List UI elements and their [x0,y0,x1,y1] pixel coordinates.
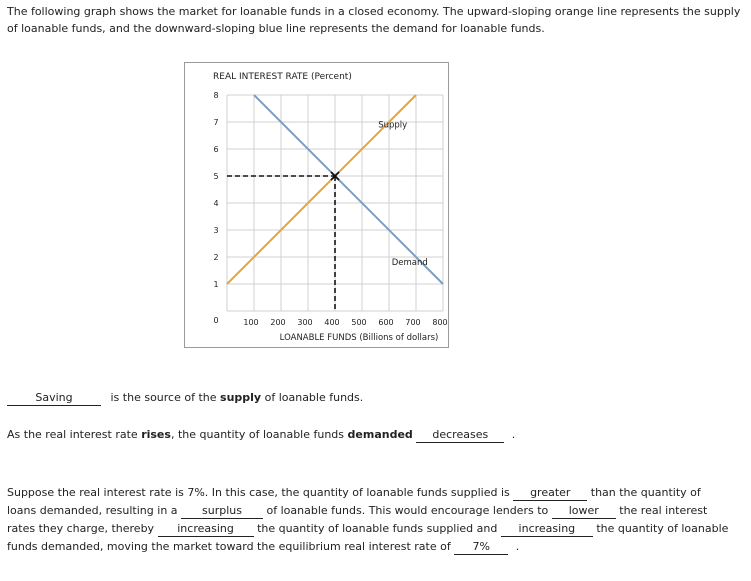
question-3-line-4 [7,538,519,556]
loanable-funds-chart [185,63,448,347]
q2-text1: As the real interest rate [7,428,138,441]
question-3-line-2 [7,502,707,520]
y-tick-label: 8 [213,91,219,100]
demand-label: Demand [391,258,428,269]
q3-l2-b: of loanable funds. This would encourage lenders to [266,504,549,517]
y-tick-label: 5 [213,172,219,181]
q2-bold2: demanded [347,428,413,441]
q3-l1-b: than the quantity of [590,486,701,499]
increasing-demanded-dropdown[interactable]: increasing [501,521,593,537]
q1-text-after: of loanable funds. [264,391,364,404]
q1-bold: supply [220,391,262,404]
q2-bold1: rises [141,428,171,441]
q3-end: . [515,540,520,553]
y-tick-label: 1 [213,280,219,289]
question-3-line-1 [7,484,701,502]
q1-text-before: is the source of the [110,391,217,404]
q3-l2-a: loans demanded, resulting in a [7,504,178,517]
question-2 [7,426,515,444]
y-tick-label: 0 [213,316,219,325]
q3-l2-c: the real interest [619,504,708,517]
x-tick-label: 600 [378,318,394,327]
x-tick-label: 200 [270,318,286,327]
x-tick-label: 500 [351,318,367,327]
q2-end: . [511,428,516,441]
decreases-dropdown[interactable]: decreases [416,427,504,443]
q3-l4-a: funds demanded, moving the market toward the equilibrium real interest rate of [7,540,451,553]
surplus-dropdown[interactable]: surplus [181,503,263,519]
y-axis-label: REAL INTEREST RATE (Percent) [213,72,352,82]
increasing-supplied-dropdown[interactable]: increasing [158,521,254,537]
x-axis-label: LOANABLE FUNDS (Billions of dollars) [279,333,439,343]
x-tick-label: 400 [324,318,340,327]
greater-dropdown[interactable]: greater [513,485,587,501]
q3-l3-c: the quantity of loanable [596,522,729,535]
y-tick-label: 2 [213,253,219,262]
q3-l3-a: rates they charge, thereby [7,522,155,535]
x-tick-label: 700 [405,318,421,327]
intro-text: The following graph shows the market for loanable funds in a closed economy. The upward-sloping orange line represents the supply of loanable funds, and the downward-sloping blue line represents the demand for loanable funds. [7,5,741,35]
lower-dropdown[interactable]: lower [552,503,616,519]
supply-label: Supply [378,120,408,131]
chart-panel [184,62,449,348]
y-tick-label: 3 [213,226,219,235]
equilibrium-rate-dropdown[interactable]: 7% [454,539,508,555]
saving-dropdown[interactable]: Saving [7,390,101,406]
x-tick-label: 300 [297,318,313,327]
x-tick-label: 800 [432,318,448,327]
q3-l1-a: Suppose the real interest rate is 7%. In this case, the quantity of loanable funds supplied is [7,486,510,499]
demand-line[interactable] [254,95,443,284]
y-tick-label: 7 [213,118,219,127]
question-3-line-3 [7,520,728,538]
y-tick-label: 4 [213,199,219,208]
y-tick-label: 6 [213,145,219,154]
x-tick-label: 100 [243,318,259,327]
question-1 [7,389,363,407]
q3-l3-b: the quantity of loanable funds supplied and [257,522,498,535]
q2-text2: , the quantity of loanable funds [170,428,345,441]
